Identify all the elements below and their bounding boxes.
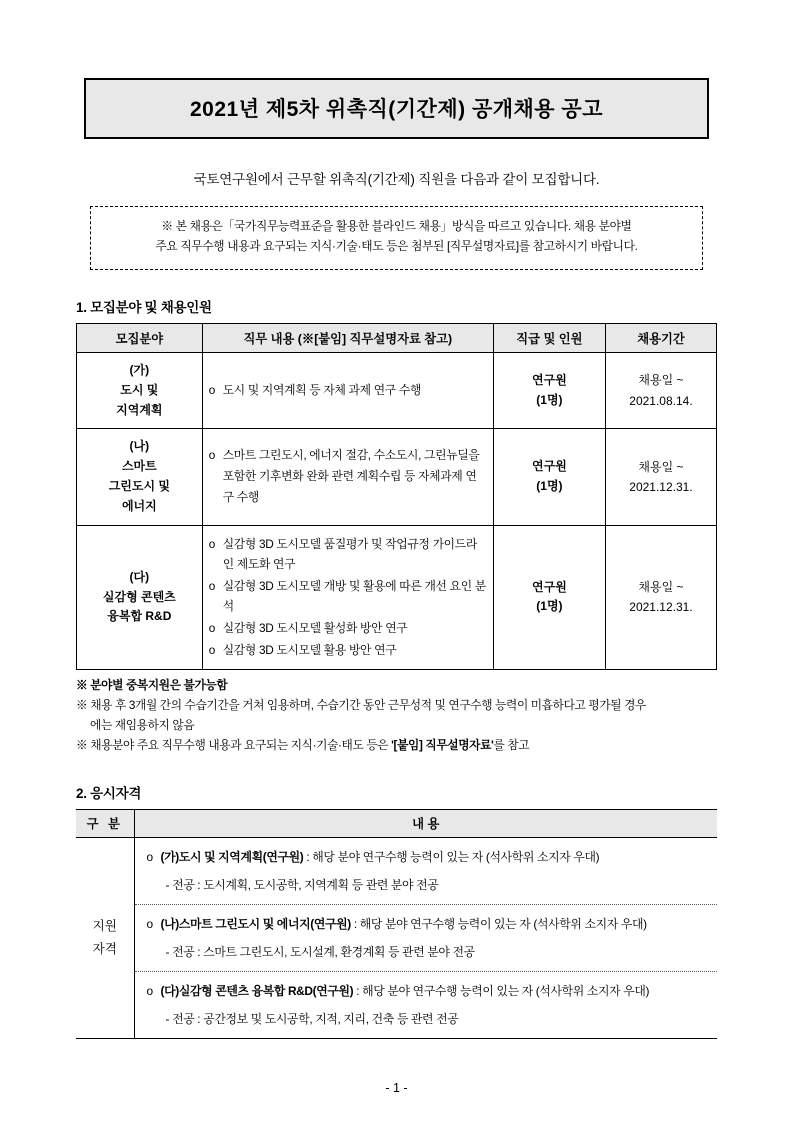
duty-item: o 실감형 3D 도시모델 개방 및 활용에 따른 개선 요인 분석 bbox=[209, 576, 487, 617]
col-header-duty: 직무 내용 (※[붙임] 직무설명자료 참고) bbox=[202, 323, 493, 352]
qualification-group bbox=[135, 972, 718, 1038]
period-cell bbox=[605, 525, 716, 670]
col-header-grade: 직급 및 인원 bbox=[493, 323, 605, 352]
document-title-box bbox=[84, 78, 709, 139]
field-line: 지역계획 bbox=[116, 402, 163, 417]
blind-hiring-notice bbox=[90, 206, 703, 270]
duty-item: o 실감형 3D 도시모델 활용 방안 연구 bbox=[209, 640, 487, 661]
division-line: 지원 bbox=[92, 919, 117, 934]
duty-cell bbox=[202, 525, 493, 670]
period-line: 2021.12.31. bbox=[629, 479, 693, 494]
table-row bbox=[77, 352, 717, 428]
grade-line: 연구원 bbox=[532, 372, 567, 387]
field-line: 스마트 bbox=[121, 459, 157, 474]
grade-line: 연구원 bbox=[532, 579, 567, 594]
qualification-group bbox=[135, 905, 718, 972]
note-text-indent: 에는 재임용하지 않음 bbox=[90, 719, 195, 733]
qualification-field-name: (다)실감형 콘텐츠 융복합 R&D(연구원) bbox=[160, 984, 354, 999]
recruitment-fields-table bbox=[76, 323, 717, 670]
duty-list bbox=[209, 445, 487, 507]
qualification-major: - 전공 : 도시계획, 도시공학, 지역계획 등 관련 분야 전공 bbox=[165, 877, 439, 892]
field-line: 실감형 콘텐츠 bbox=[102, 589, 176, 604]
grade-count: (1명) bbox=[536, 392, 563, 407]
period-line: 2021.12.31. bbox=[629, 600, 693, 615]
qualification-main bbox=[147, 848, 708, 867]
qualification-requirement: : 해당 분야 연구수행 능력이 있는 자 (석사학위 소지자 우대) bbox=[353, 984, 650, 999]
table-row bbox=[77, 525, 717, 670]
col-header-period: 채용기간 bbox=[605, 323, 716, 352]
field-cell bbox=[77, 429, 203, 525]
duty-cell bbox=[202, 429, 493, 525]
division-line: 자격 bbox=[92, 942, 117, 957]
qualification-group bbox=[135, 838, 718, 905]
col-header-division: 구 분 bbox=[76, 809, 134, 837]
division-cell bbox=[76, 837, 134, 1038]
period-line: 채용일 ~ bbox=[638, 373, 684, 388]
duty-item: o 실감형 3D 도시모델 활성화 방안 연구 bbox=[209, 618, 487, 639]
field-line: 그린도시 및 bbox=[108, 478, 170, 493]
table-row bbox=[77, 429, 717, 525]
period-line: 채용일 ~ bbox=[638, 459, 684, 474]
field-line: (다) bbox=[129, 569, 150, 584]
notice-line-2: 주요 직무수행 내용과 요구되는 지식·기술·태도 등은 첨부된 [직무설명자료]를 참고하시기 바랍니다. bbox=[155, 240, 638, 254]
period-cell bbox=[605, 429, 716, 525]
qualification-major: - 전공 : 공간정보 및 도시공학, 지적, 지리, 건축 등 관련 전공 bbox=[165, 1012, 459, 1027]
page-title: 2021년 제5차 위촉직(기간제) 공개채용 공고 bbox=[189, 98, 603, 121]
field-cell bbox=[77, 525, 203, 670]
note-text: ※ 채용 후 3개월 간의 수습기간을 거쳐 임용하며, 수습기간 동안 근무성적 및 연구수행 능력이 미흡하다고 평가될 경우 bbox=[76, 699, 646, 713]
field-line: 도시 및 bbox=[120, 382, 159, 397]
grade-line: 연구원 bbox=[532, 459, 567, 474]
section-1-heading: 1. 모집분야 및 채용인원 bbox=[76, 299, 212, 315]
field-line: 융복합 R&D bbox=[107, 609, 172, 624]
duty-cell bbox=[202, 352, 493, 428]
note-text: ※ 분야별 중복지원은 불가능함 bbox=[76, 679, 228, 693]
qualification-content-cell bbox=[134, 837, 717, 1038]
duty-item: o 도시 및 지역계획 등 자체 과제 연구 수행 bbox=[209, 380, 487, 401]
section-1-notes bbox=[76, 676, 717, 756]
duty-item: o 실감형 3D 도시모델 품질평가 및 작업규정 가이드라인 제도화 연구 bbox=[209, 534, 487, 575]
field-line: 에너지 bbox=[121, 498, 157, 513]
note-text-post: 를 참고 bbox=[493, 739, 530, 753]
qualification-main bbox=[147, 982, 708, 1001]
duty-item: o 스마트 그린도시, 에너지 절감, 수소도시, 그린뉴딜을 포함한 기후변화 완화 관련 계획수립 등 자체과제 연구 수행 bbox=[209, 445, 487, 507]
grade-count: (1명) bbox=[536, 478, 563, 493]
period-cell bbox=[605, 352, 716, 428]
grade-cell bbox=[493, 352, 605, 428]
note-item bbox=[76, 696, 717, 736]
grade-count: (1명) bbox=[536, 599, 563, 614]
col-header-field: 모집분야 bbox=[77, 323, 203, 352]
table-header-row bbox=[77, 323, 717, 352]
qualification-field-name: (나)스마트 그린도시 및 에너지(연구원) bbox=[160, 917, 351, 932]
field-cell bbox=[77, 352, 203, 428]
qualification-requirement: : 해당 분야 연구수행 능력이 있는 자 (석사학위 소지자 우대) bbox=[350, 917, 647, 932]
lead-paragraph: 국토연구원에서 근무할 위촉직(기간제) 직원을 다음과 같이 모집합니다. bbox=[193, 172, 600, 187]
table-row bbox=[76, 837, 717, 1038]
note-text-pre: ※ 채용분야 주요 직무수행 내용과 요구되는 지식·기술·태도 등은 bbox=[76, 739, 392, 753]
duty-list bbox=[209, 534, 487, 661]
note-item bbox=[76, 676, 717, 696]
period-line: 채용일 ~ bbox=[638, 580, 684, 595]
grade-cell bbox=[493, 525, 605, 670]
qualification-main bbox=[147, 915, 708, 934]
section-2-heading: 2. 응시자격 bbox=[76, 785, 142, 801]
field-line: (나) bbox=[129, 439, 150, 454]
page-number: - 1 - bbox=[385, 1081, 408, 1095]
field-line: (가) bbox=[129, 362, 150, 377]
qualification-major: - 전공 : 스마트 그린도시, 도시설계, 환경계획 등 관련 분야 전공 bbox=[165, 945, 475, 960]
qualification-field-name: (가)도시 및 지역계획(연구원) bbox=[160, 849, 304, 864]
table-header-row bbox=[76, 809, 717, 837]
qualifications-table bbox=[76, 809, 717, 1039]
note-text-emphasis: '[붙임] 직무설명자료' bbox=[391, 739, 494, 753]
note-item bbox=[76, 736, 717, 756]
grade-cell bbox=[493, 429, 605, 525]
period-line: 2021.08.14. bbox=[629, 393, 693, 408]
duty-list bbox=[209, 380, 487, 401]
col-header-content: 내 용 bbox=[134, 809, 717, 837]
qualification-requirement: : 해당 분야 연구수행 능력이 있는 자 (석사학위 소지자 우대) bbox=[303, 849, 600, 864]
notice-line-1: ※ 본 채용은「국가직무능력표준을 활용한 블라인드 채용」방식을 따르고 있습니다. 채용 분야별 bbox=[161, 220, 632, 233]
